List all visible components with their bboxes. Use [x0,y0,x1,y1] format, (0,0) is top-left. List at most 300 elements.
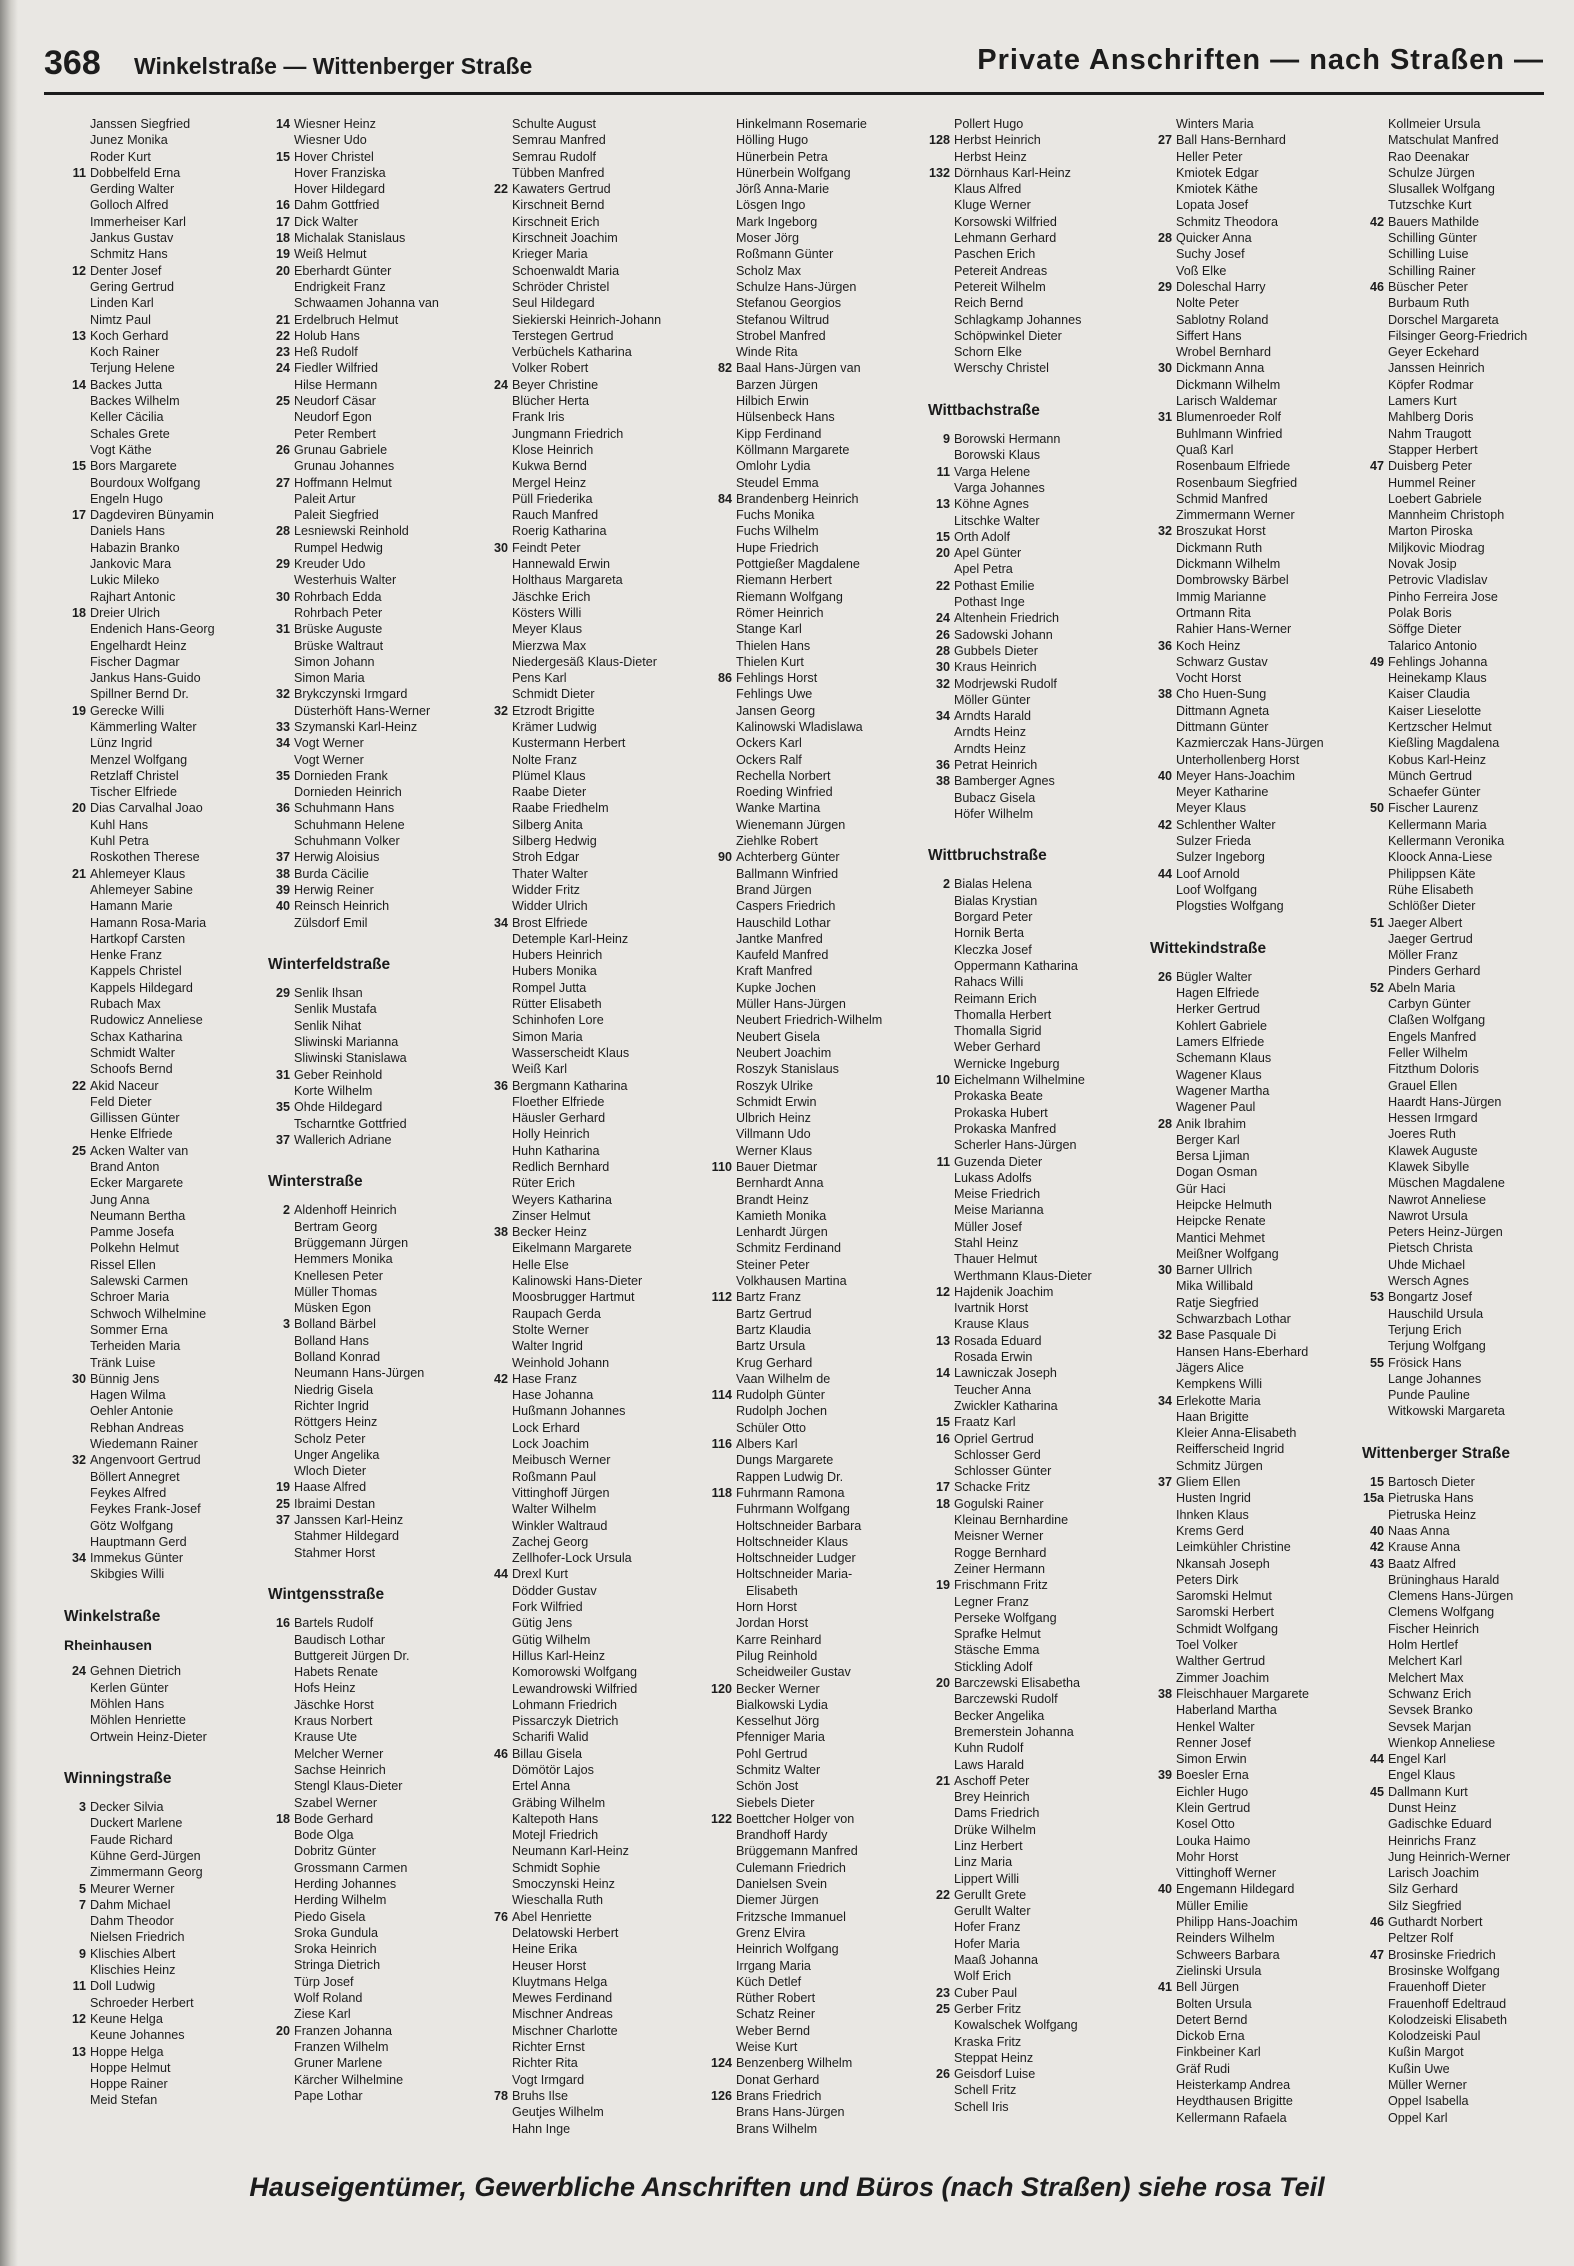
resident-name: Ibraimi Destan [294,1496,376,1511]
resident-entry [268,523,486,539]
resident-name: Petereit Andreas [954,263,1048,278]
house-number: 19 [275,1480,290,1495]
resident-entry [486,572,704,588]
resident-name: Dittmann Agneta [1176,703,1270,718]
resident-name: Peltzer Rolf [1388,1931,1454,1946]
resident-entry [1150,328,1368,344]
resident-name: Schmitz Jürgen [1176,1458,1263,1473]
resident-entry [710,328,928,344]
resident-entry [1150,849,1368,865]
house-number: 5 [78,1881,86,1896]
resident-entry [64,719,282,735]
resident-name: Schulte August [512,117,597,131]
resident-name: Volkhausen Martina [736,1274,847,1289]
resident-entry [928,627,1146,643]
resident-entry [710,866,928,882]
resident-entry [268,491,486,507]
resident-entry [486,1648,704,1664]
resident-entry [64,1143,282,1159]
resident-name: Schöpwinkel Dieter [954,328,1062,343]
resident-entry [486,507,704,523]
resident-entry [268,197,486,213]
resident-entry [1362,458,1574,474]
house-number: 38 [493,1225,508,1240]
resident-entry [928,149,1146,165]
resident-entry [928,2034,1146,2050]
resident-name: Brosinske Wolfgang [1388,1963,1500,1978]
resident-name: Duckert Marlene [90,1816,183,1831]
resident-entry [486,1355,704,1371]
resident-entry [710,1843,928,1859]
resident-entry [1150,344,1368,360]
resident-name: Rumpel Hedwig [294,540,383,555]
resident-name: Bersa Ljiman [1176,1149,1250,1164]
resident-name: Feykes Alfred [90,1485,167,1500]
resident-entry [1150,882,1368,898]
resident-entry [268,866,486,882]
house-number: 27 [275,475,290,490]
resident-entry [928,773,1146,789]
resident-entry [268,1811,486,1827]
resident-name: Quaß Karl [1176,442,1234,457]
resident-name: Senlik Nihat [294,1018,362,1033]
resident-entry [710,1110,928,1126]
resident-name: Sliwinski Stanislawa [294,1051,407,1066]
house-number: 38 [1157,1686,1172,1701]
resident-name: Schwaamen Johanna van [294,296,439,311]
house-number: 38 [275,866,290,881]
resident-entry [710,1403,928,1419]
resident-entry [928,1789,1146,1805]
resident-name: Sablotny Roland [1176,312,1269,327]
resident-entry [1362,931,1574,947]
resident-name: Salewski Carmen [90,1274,188,1289]
resident-name: Saromski Helmut [1176,1589,1272,1604]
resident-name: Blumenroeder Rolf [1176,410,1281,425]
resident-name: Guthardt Norbert [1388,1915,1483,1930]
resident-entry [1362,1159,1574,1175]
resident-entry [1150,1213,1368,1229]
resident-name: Kipp Ferdinand [736,426,822,441]
resident-name: Golloch Alfred [90,198,169,213]
resident-entry [1150,1914,1368,1930]
resident-entry [1150,523,1368,539]
house-number: 22 [71,1078,86,1093]
resident-name: Steppat Heinz [954,2050,1034,2065]
resident-entry [268,1909,486,1925]
resident-name: Herding Wilhelm [294,1893,387,1908]
resident-name: Pape Lothar [294,2088,363,2103]
resident-name: Kämmerling Walter [90,719,197,734]
house-number: 42 [1369,1540,1384,1555]
resident-entry [1362,295,1574,311]
resident-entry [710,784,928,800]
resident-name: Koch Gerhard [90,328,169,343]
resident-name: Unger Angelika [294,1447,380,1462]
resident-entry [1150,312,1368,328]
resident-entry [928,447,1146,463]
resident-name: Stahl Heinz [954,1236,1019,1250]
house-number: 45 [1369,1784,1384,1799]
resident-name: Melchert Karl [1388,1654,1463,1669]
house-number: 32 [1157,1328,1172,1343]
resident-entry [64,1485,282,1501]
resident-name: Lohmann Friedrich [512,1697,617,1712]
resident-name: Bremerstein Johanna [954,1724,1074,1739]
resident-entry [268,116,486,132]
resident-entry [486,1159,704,1175]
resident-name: Fraatz Karl [954,1415,1016,1430]
street-heading: Winterstraße [268,1173,363,1191]
resident-entry [64,1501,282,1517]
resident-name: Lock Erhard [512,1420,580,1435]
house-number: 13 [71,2044,86,2059]
resident-name: Buttgereit Jürgen Dr. [294,1648,410,1663]
resident-name: Sulzer Ingeborg [1176,850,1265,865]
resident-entry [710,2104,928,2120]
resident-name: Detert Bernd [1176,2012,1248,2027]
resident-entry [928,659,1146,675]
resident-entry [64,1995,282,2011]
resident-name: Reimann Erich [954,991,1037,1006]
house-number: 44 [1369,1752,1384,1767]
resident-entry [710,1974,928,1990]
resident-entry [1150,1686,1368,1702]
resident-entry [1150,1963,1368,1979]
resident-entry [1362,409,1574,425]
resident-entry [928,958,1146,974]
house-number: 76 [493,1909,508,1924]
resident-name: Kärcher Wilhelmine [294,2072,404,2087]
resident-name: Richter Ernst [512,2040,585,2055]
resident-entry [486,181,704,197]
resident-name: Seul Hildegard [512,296,595,311]
resident-name: Kukwa Bernd [512,459,587,474]
house-number: 10 [935,1073,950,1088]
resident-entry [268,2072,486,2088]
resident-entry [1150,1556,1368,1572]
street-heading: Wittbachstraße [928,401,1040,419]
resident-entry [486,197,704,213]
house-number: 32 [935,676,950,691]
house-number: 34 [935,709,950,724]
resident-entry [1362,149,1574,165]
resident-name: Ziese Karl [294,2007,351,2022]
house-number: 51 [1369,915,1384,930]
resident-name: Schaefer Günter [1388,785,1481,800]
house-number: 2 [282,1203,290,1218]
resident-name: Krieger Maria [512,247,588,262]
resident-entry [1362,947,1574,963]
resident-name: Retzlaff Christel [90,768,179,783]
house-number: 42 [1157,817,1172,832]
resident-name: Frauenhoff Dieter [1388,1980,1486,1995]
resident-entry [268,2006,486,2022]
resident-name: Guzenda Dieter [954,1154,1043,1169]
resident-entry [710,1729,928,1745]
resident-entry [928,545,1146,561]
resident-entry [928,1577,1146,1593]
resident-name: Zimmermann Georg [90,1865,203,1880]
page-header [44,40,1544,90]
resident-entry [1362,996,1574,1012]
resident-entry [64,197,282,213]
resident-entry [486,1126,704,1142]
resident-entry [268,1251,486,1267]
resident-entry [1362,1240,1574,1256]
resident-entry [1150,458,1368,474]
resident-entry [928,1773,1146,1789]
house-number: 41 [1157,1980,1172,1995]
resident-entry [1362,1702,1574,1718]
resident-entry [1150,1067,1368,1083]
resident-name: Scherler Hans-Jürgen [954,1138,1077,1153]
resident-entry [1150,1784,1368,1800]
resident-entry [1362,2110,1574,2126]
house-number: 36 [1157,638,1172,653]
resident-name: Suchy Josef [1176,247,1245,262]
resident-entry [710,1860,928,1876]
resident-entry [928,1805,1146,1821]
resident-entry [268,295,486,311]
resident-entry [486,165,704,181]
resident-entry [1150,132,1368,148]
resident-entry [268,719,486,735]
resident-name: Kußin Margot [1388,2045,1464,2060]
resident-entry [64,556,282,572]
resident-name: Bolland Bärbel [294,1317,376,1332]
house-number: 43 [1369,1556,1384,1571]
resident-name: Herbst Heinrich [954,133,1041,148]
resident-name: Larisch Waldemar [1176,394,1278,409]
resident-entry [268,1463,486,1479]
resident-name: Holm Hertlef [1388,1638,1458,1653]
resident-name: Baatz Alfred [1388,1556,1456,1571]
resident-entry [64,866,282,882]
resident-entry [928,1105,1146,1121]
resident-entry [268,279,486,295]
resident-name: Prokaska Manfred [954,1121,1057,1136]
resident-entry [64,442,282,458]
resident-entry [486,768,704,784]
resident-name: Kowalschek Wolfgang [954,2018,1078,2033]
resident-name: Schemann Klaus [1176,1051,1272,1066]
resident-entry [1362,426,1574,442]
resident-name: Feykes Frank-Josef [90,1502,201,1517]
resident-name: Heipcke Renate [1176,1214,1266,1229]
resident-entry [710,1876,928,1892]
resident-entry [710,181,928,197]
resident-entry [268,1876,486,1892]
resident-name: Nawrot Anneliese [1388,1192,1487,1207]
resident-entry [486,1273,704,1289]
resident-name: Hajdenik Joachim [954,1284,1054,1299]
resident-entry [486,1892,704,1908]
resident-name: Rao Deenakar [1388,149,1470,164]
resident-entry [710,426,928,442]
resident-name: Meise Marianna [954,1203,1044,1218]
resident-entry [64,1403,282,1419]
resident-name: Jantke Manfred [736,931,823,946]
resident-name: Peters Dirk [1176,1572,1239,1587]
house-number: 39 [1157,1768,1172,1783]
resident-name: Dödder Gustav [512,1583,597,1598]
resident-entry [710,1257,928,1273]
resident-name: Prokaska Beate [954,1089,1043,1104]
resident-name: Hofs Heinz [294,1681,356,1696]
resident-entry [1362,752,1574,768]
resident-name: Kolodzeiski Elisabeth [1388,2012,1508,2027]
resident-entry [268,1680,486,1696]
resident-entry [1150,491,1368,507]
resident-entry [928,561,1146,577]
resident-name: Heydthausen Brigitte [1176,2094,1293,2109]
resident-name: Faude Richard [90,1832,173,1847]
resident-name: Kaufeld Manfred [736,948,829,963]
resident-entry [486,328,704,344]
resident-entry [928,1854,1146,1870]
resident-name: Reinders Wilhelm [1176,1931,1275,1946]
resident-name: Senlik Mustafa [294,1002,377,1017]
resident-entry [1362,2012,1574,2028]
resident-name: Herwig Reiner [294,882,374,897]
house-number: 126 [710,2088,732,2103]
house-number: 128 [928,133,950,148]
house-number: 52 [1369,980,1384,995]
resident-name: Schulze Jürgen [1388,165,1475,180]
resident-name: Hagen Wilma [90,1388,166,1403]
resident-entry [268,638,486,654]
resident-name: Louka Haimo [1176,1833,1251,1848]
resident-name: Kaltepoth Hans [512,1811,599,1826]
house-number: 40 [275,899,290,914]
resident-entry [486,686,704,702]
resident-entry [486,1518,704,1534]
resident-name: Rudowicz Anneliese [90,1013,203,1028]
resident-entry [64,1273,282,1289]
resident-entry [928,165,1146,181]
resident-name: Mohr Horst [1176,1849,1239,1864]
house-number: 11 [72,165,86,180]
resident-entry [1150,116,1368,132]
resident-entry [928,1039,1146,1055]
resident-entry [1362,393,1574,409]
resident-entry [1150,1523,1368,1539]
house-number: 30 [1157,1263,1172,1278]
resident-entry [1362,980,1574,996]
resident-name: Kaiser Lieselotte [1388,703,1482,718]
resident-name: Meise Friedrich [954,1187,1041,1202]
resident-entry [1362,263,1574,279]
resident-name: Schroeder Herbert [90,1995,194,2010]
house-number: 15a [1362,1491,1384,1506]
resident-name: Geyer Eckehard [1388,345,1479,360]
resident-name: Engemann Hildegard [1176,1882,1295,1897]
resident-name: Immerheiser Karl [90,214,186,229]
resident-entry [928,1691,1146,1707]
resident-entry [710,1501,928,1517]
resident-entry [268,605,486,621]
resident-name: Thater Walter [512,866,588,881]
resident-entry [64,686,282,702]
resident-name: Jaeger Albert [1388,915,1463,930]
resident-entry [1362,1078,1574,1094]
resident-name: Bartz Gertrud [736,1306,812,1321]
resident-entry [928,1186,1146,1202]
directory-column-7 [1362,116,1574,2126]
resident-entry [928,360,1146,376]
house-number: 20 [71,801,86,816]
resident-name: Götz Wolfgang [90,1518,174,1533]
resident-entry [64,149,282,165]
resident-name: Wasserscheidt Klaus [512,1045,630,1060]
resident-entry [1150,670,1368,686]
resident-entry [710,1615,928,1631]
resident-name: Joeres Ruth [1388,1127,1456,1142]
resident-entry [710,1550,928,1566]
resident-name: Hünerbein Petra [736,149,828,164]
resident-entry [64,931,282,947]
resident-name: Häusler Gerhard [512,1111,606,1126]
resident-name: Wiesner Udo [294,133,367,148]
resident-entry [928,1936,1146,1952]
resident-entry [1362,360,1574,376]
resident-entry [64,523,282,539]
resident-entry [928,741,1146,757]
resident-name: Riemann Herbert [736,573,832,588]
resident-entry [64,654,282,670]
resident-entry [1150,1132,1368,1148]
resident-entry [268,1664,486,1680]
house-number: 30 [1157,361,1172,376]
resident-entry [928,676,1146,692]
resident-entry [710,507,928,523]
resident-name: Rompel Jutta [512,980,587,995]
resident-name: Meibusch Werner [512,1453,611,1468]
house-number: 42 [1369,214,1384,229]
house-number: 26 [275,442,290,457]
resident-entry [928,1985,1146,2001]
resident-name: Hoppe Helga [90,2044,164,2059]
resident-entry [710,2039,928,2055]
resident-entry [64,2011,282,2027]
resident-name: Hofer Franz [954,1920,1021,1935]
resident-entry [928,1594,1146,1610]
resident-entry [268,1795,486,1811]
resident-entry [928,909,1146,925]
resident-entry [1362,1947,1574,1963]
resident-name: Düsterhöft Hans-Werner [294,703,431,718]
resident-name: Wloch Dieter [294,1464,367,1479]
resident-name: Roszyk Stanislaus [736,1062,839,1077]
street-heading: Winkelstraße [64,1607,161,1625]
resident-entry [1150,1116,1368,1132]
resident-entry [928,312,1146,328]
resident-entry [268,572,486,588]
resident-name: Bartz Franz [736,1290,802,1305]
resident-name: Köpfer Rodmar [1388,377,1474,392]
resident-entry [710,1078,928,1094]
resident-entry [1362,654,1574,670]
resident-name: Oehler Antonie [90,1404,174,1419]
resident-name: Linden Karl [90,296,154,311]
resident-entry [1150,540,1368,556]
house-number: 116 [711,1437,732,1452]
resident-name: Nolte Peter [1176,296,1239,311]
resident-entry [928,610,1146,626]
resident-name: Hamann Marie [90,899,173,914]
resident-entry [1150,1458,1368,1474]
